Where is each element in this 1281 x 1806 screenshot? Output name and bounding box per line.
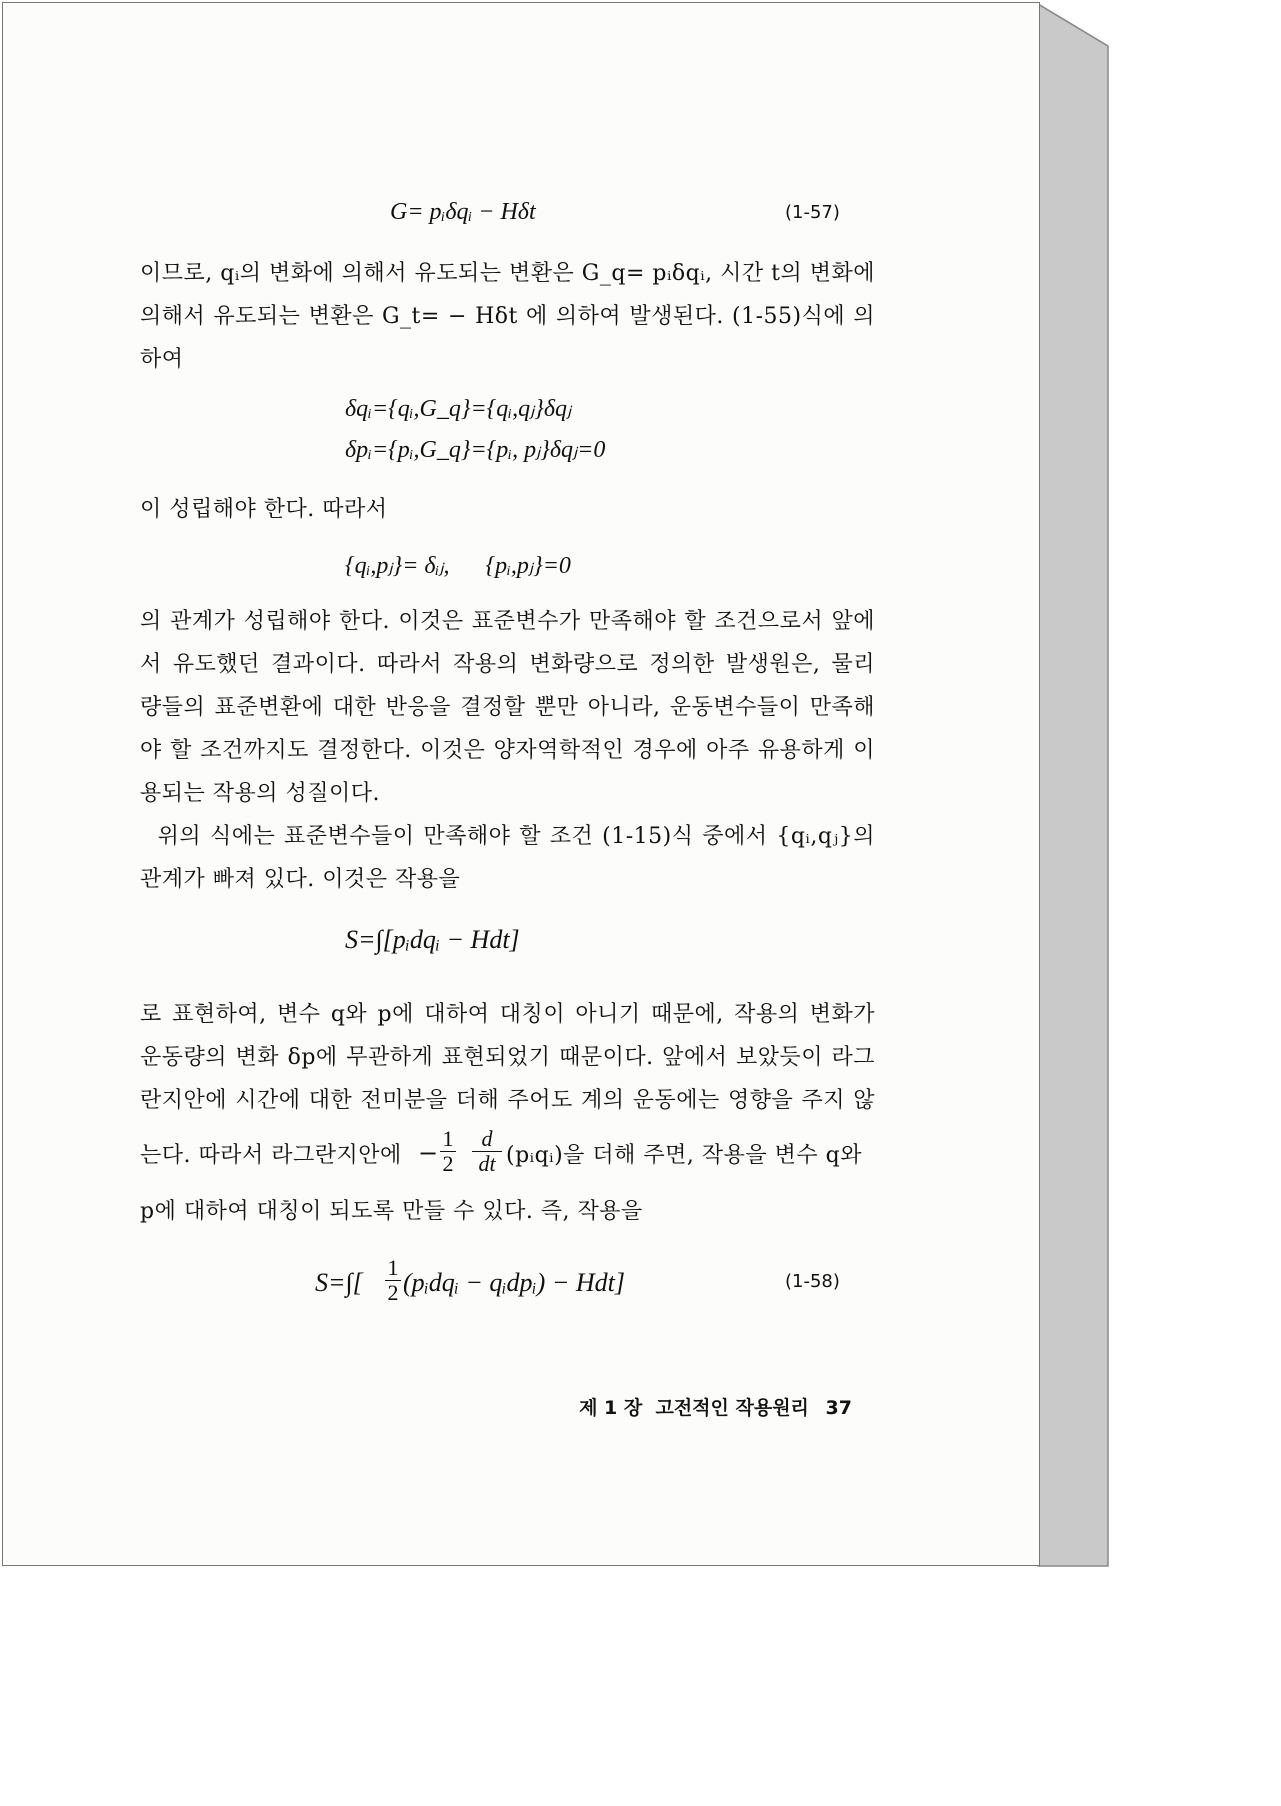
equation-1-57: G= pᵢδqᵢ − Hδt: [390, 199, 536, 225]
equation-number-1-58: (1-58): [785, 1271, 840, 1292]
paragraph-3: [140, 600, 875, 815]
fraction-d-dt: [472, 1127, 502, 1176]
paragraph-5-end: [140, 1190, 875, 1233]
fraction-one-half: [440, 1127, 456, 1176]
fraction-numerator: d: [472, 1127, 502, 1152]
text-line: 로 표현하여, 변수 q와 p에 대하여 대칭이 아니기 때문에, 작용의 변화가: [140, 1002, 875, 1027]
minus-sign: −: [418, 1139, 439, 1167]
text-line: 란지안에 시간에 대한 전미분을 더해 주어도 계의 운동에는 영향을 주지 않: [140, 1088, 875, 1113]
running-footer: [500, 1393, 852, 1420]
equation-action-integral: S=∫[pᵢdqᵢ − Hdt]: [345, 925, 520, 954]
equation-part: S=∫[: [315, 1268, 363, 1297]
text-line: 서 유도했던 결과이다. 따라서 작용의 변화량으로 정의한 발생원은, 물리: [140, 652, 875, 677]
text-line: 위의 식에는 표준변수들이 만족해야 할 조건 (1-15)식 중에서 {qᵢ,qⱼ}의: [140, 824, 875, 849]
text-line: 하여: [140, 347, 184, 372]
text-segment: 는다. 따라서 라그란지안에: [140, 1143, 402, 1168]
fraction-denominator: 2: [387, 1280, 399, 1305]
text-line: 이므로, qᵢ의 변화에 의해서 유도되는 변환은 G_q= pᵢδqᵢ, 시간 t의 변화에: [140, 261, 875, 286]
equation-delta-p: δpᵢ={pᵢ,G_q}={pᵢ, pⱼ}δqⱼ=0: [345, 437, 606, 463]
text-line: 이 성립해야 한다. 따라서: [140, 497, 388, 522]
text-line: 의해서 유도되는 변환은 G_t= − Hδt 에 의하여 발생된다. (1-55)식에 의: [140, 304, 875, 329]
text-line: 운동량의 변화 δp에 무관하게 표현되었기 때문이다. 앞에서 보았듯이 라그: [140, 1045, 875, 1070]
fraction-denominator: 2: [442, 1151, 454, 1176]
text-line: 용되는 작용의 성질이다.: [140, 781, 381, 806]
paragraph-2: [140, 488, 875, 531]
text-line: 의 관계가 성립해야 한다. 이것은 표준변수가 만족해야 할 조건으로서 앞에: [140, 609, 875, 634]
text-line: 관계가 빠져 있다. 이것은 작용을: [140, 867, 461, 892]
equation-part: (pᵢdqᵢ − qᵢdpᵢ) − Hdt]: [403, 1268, 625, 1297]
equation-canonical-relations: {qᵢ,pⱼ}= δᵢⱼ, {pᵢ,pⱼ}=0: [345, 553, 571, 579]
fraction-numerator: 1: [385, 1256, 401, 1281]
text-line: 량들의 표준변환에 대한 반응을 결정할 뿐만 아니라, 운동변수들이 만족해: [140, 695, 875, 720]
fraction-numerator: 1: [440, 1127, 456, 1152]
paragraph-5: [140, 993, 875, 1122]
paragraph-4: [140, 815, 875, 901]
text-line: 야 할 조건까지도 결정한다. 이것은 양자역학적인 경우에 아주 유용하게 이: [140, 738, 875, 763]
fraction-one-half: [385, 1256, 401, 1305]
text-line-with-fraction: [140, 1125, 875, 1185]
fraction-denominator: dt: [478, 1151, 496, 1176]
text-segment: (pᵢqᵢ)을 더해 주면, 작용을 변수 q와: [506, 1143, 862, 1168]
chapter-title: 제 1 장 고전적인 작용원리: [579, 1397, 809, 1419]
text-line: p에 대하여 대칭이 되도록 만들 수 있다. 즉, 작용을: [140, 1199, 643, 1224]
equation-number-1-57: (1-57): [785, 202, 840, 223]
equation-delta-q: δqᵢ={qᵢ,G_q}={qᵢ,qⱼ}δqⱼ: [345, 396, 572, 422]
paragraph-1: [140, 252, 875, 381]
page-number: 37: [825, 1397, 852, 1419]
